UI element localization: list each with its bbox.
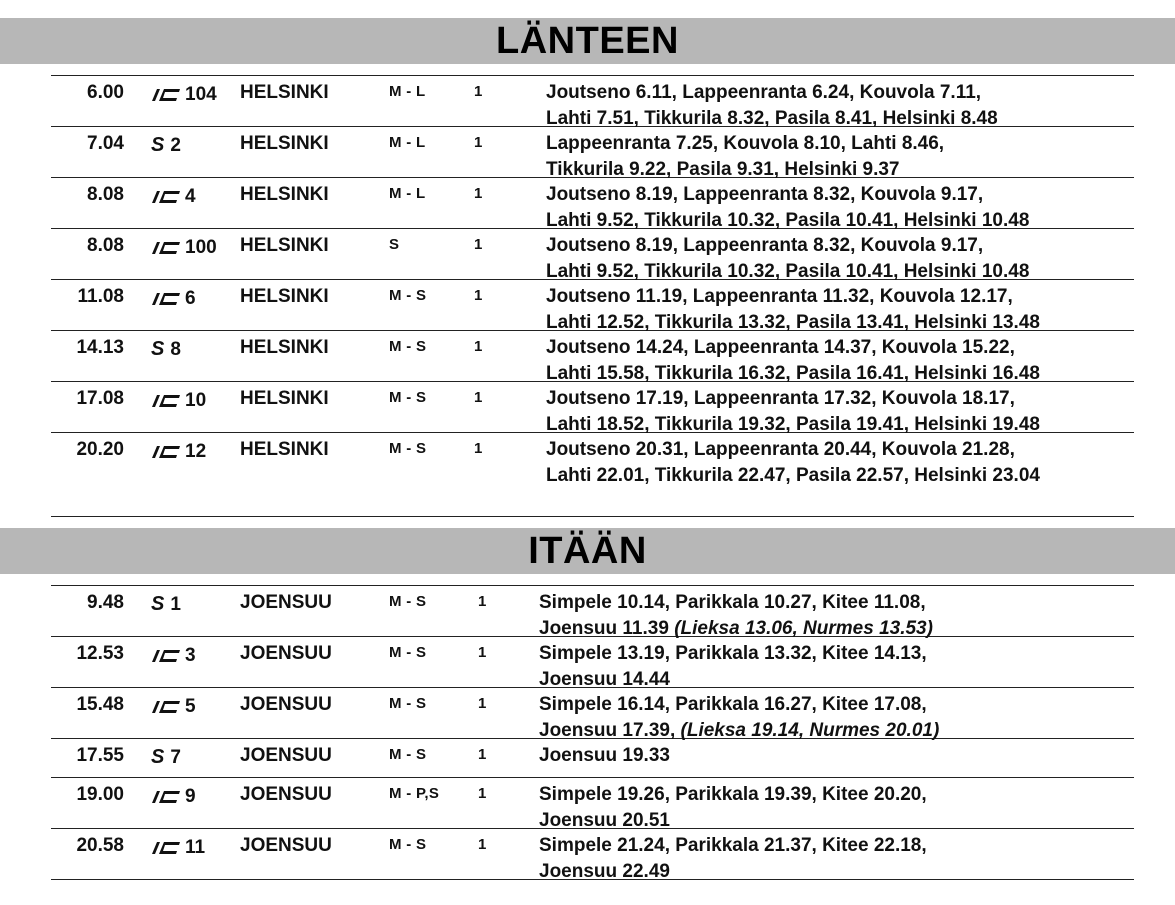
train-id [151, 184, 196, 209]
departure-time: 14.13 [76, 337, 124, 358]
stops-line-1: Simpele 10.14, Parikkala 10.27, Kitee 11.08, [539, 592, 926, 613]
travel-class: 1 [478, 785, 487, 802]
timetable-row [51, 229, 1134, 280]
stops [546, 233, 1136, 285]
stops-line-2: Lahti 9.52, Tikkurila 10.32, Pasila 10.41, Helsinki 10.48 [546, 210, 1030, 231]
train-number: 104 [185, 84, 217, 105]
travel-class: 1 [474, 440, 483, 457]
train-id [151, 286, 196, 311]
stops-line-2: Joensuu 20.51 [539, 810, 670, 831]
train-id [151, 745, 181, 770]
departure-time: 6.00 [87, 82, 124, 103]
train-id [151, 694, 196, 719]
timetable-row [51, 127, 1134, 178]
train-number: 2 [170, 135, 181, 156]
travel-class: 1 [478, 644, 487, 661]
train-id [151, 235, 217, 260]
departure-time: 9.48 [87, 592, 124, 613]
stops-extra: (Lieksa 13.06, Nurmes 13.53) [674, 618, 933, 639]
destination: HELSINKI [240, 286, 329, 307]
stops [546, 182, 1136, 234]
train-id [151, 82, 217, 107]
stops-line-1: Joutseno 8.19, Lappeenranta 8.32, Kouvola 9.17, [546, 235, 984, 256]
stops-line-1: Simpele 13.19, Parikkala 13.32, Kitee 14.13, [539, 643, 927, 664]
operating-days: M - L [389, 134, 426, 151]
travel-class: 1 [474, 83, 483, 100]
travel-class: 1 [474, 389, 483, 406]
intercity-icon [151, 838, 185, 858]
pendolino-s-icon: S [151, 593, 165, 615]
stops-line-2: Joensuu 17.39, [539, 720, 676, 741]
stops-line-2: Lahti 18.52, Tikkurila 19.32, Pasila 19.41, Helsinki 19.48 [546, 414, 1040, 435]
stops-line-1: Lappeenranta 7.25, Kouvola 8.10, Lahti 8.46, [546, 133, 945, 154]
departure-time: 20.58 [76, 835, 124, 856]
stops-line-2: Lahti 15.58, Tikkurila 16.32, Pasila 16.41, Helsinki 16.48 [546, 363, 1040, 384]
operating-days: M - S [389, 593, 427, 610]
stops-line-2: Joensuu 22.49 [539, 861, 670, 882]
train-number: 6 [185, 288, 196, 309]
stops-extra: (Lieksa 19.14, Nurmes 20.01) [680, 720, 940, 741]
east-section-title: ITÄÄN [528, 530, 647, 572]
operating-days: M - S [389, 338, 427, 355]
stops-line-2: Lahti 12.52, Tikkurila 13.32, Pasila 13.41, Helsinki 13.48 [546, 312, 1040, 333]
train-id [151, 835, 205, 860]
train-id [151, 337, 181, 362]
operating-days: M - P,S [389, 785, 440, 802]
train-id [151, 592, 181, 617]
timetable-row [51, 331, 1134, 382]
intercity-icon [151, 646, 185, 666]
intercity-icon [151, 85, 185, 105]
train-number: 1 [170, 594, 181, 615]
travel-class: 1 [474, 338, 483, 355]
stops [539, 782, 1129, 834]
stops [546, 437, 1136, 489]
departure-time: 17.08 [76, 388, 124, 409]
operating-days: M - S [389, 836, 427, 853]
stops-line-1: Joensuu 19.33 [539, 745, 670, 766]
timetable-row [51, 778, 1134, 829]
timetable-row [51, 586, 1134, 637]
stops [546, 335, 1136, 387]
stops-line-2: Lahti 22.01, Tikkurila 22.47, Pasila 22.57, Helsinki 23.04 [546, 465, 1040, 486]
travel-class: 1 [474, 134, 483, 151]
stops-line-1: Joutseno 6.11, Lappeenranta 6.24, Kouvola 7.11, [546, 82, 982, 103]
operating-days: M - L [389, 83, 426, 100]
stops [546, 284, 1136, 336]
travel-class: 1 [474, 185, 483, 202]
destination: HELSINKI [240, 337, 329, 358]
stops [539, 641, 1129, 693]
timetable-row [51, 433, 1134, 517]
operating-days: M - L [389, 185, 426, 202]
travel-class: 1 [478, 836, 487, 853]
destination: HELSINKI [240, 439, 329, 460]
train-id [151, 643, 196, 668]
departure-time: 19.00 [76, 784, 124, 805]
timetable-row [51, 280, 1134, 331]
train-number: 8 [170, 339, 181, 360]
operating-days: M - S [389, 389, 427, 406]
train-id [151, 784, 196, 809]
destination: HELSINKI [240, 388, 329, 409]
destination: JOENSUU [240, 694, 332, 715]
timetable-row [51, 637, 1134, 688]
stops [539, 590, 1129, 642]
train-number: 100 [185, 237, 217, 258]
stops-line-2: Lahti 9.52, Tikkurila 10.32, Pasila 10.41, Helsinki 10.48 [546, 261, 1030, 282]
stops-line-2: Lahti 7.51, Tikkurila 8.32, Pasila 8.41, Helsinki 8.48 [546, 108, 998, 129]
train-number: 10 [185, 390, 207, 411]
destination: JOENSUU [240, 835, 332, 856]
stops-line-1: Joutseno 14.24, Lappeenranta 14.37, Kouvola 15.22, [546, 337, 1015, 358]
intercity-icon [151, 289, 185, 309]
timetable-row [51, 829, 1134, 880]
train-id [151, 133, 181, 158]
departure-time: 8.08 [87, 235, 124, 256]
departure-time: 20.20 [76, 439, 124, 460]
timetable-row [51, 76, 1134, 127]
intercity-icon [151, 391, 185, 411]
intercity-icon [151, 787, 185, 807]
stops-line-1: Joutseno 20.31, Lappeenranta 20.44, Kouvola 21.28, [546, 439, 1015, 460]
destination: HELSINKI [240, 235, 329, 256]
stops-line-1: Simpele 21.24, Parikkala 21.37, Kitee 22.18, [539, 835, 927, 856]
stops [539, 833, 1129, 885]
train-number: 12 [185, 441, 207, 462]
intercity-icon [151, 442, 185, 462]
timetable-row [51, 178, 1134, 229]
departure-time: 15.48 [76, 694, 124, 715]
travel-class: 1 [478, 593, 487, 610]
east-timetable [51, 585, 1134, 880]
stops [546, 131, 1136, 183]
west-section-title: LÄNTEEN [496, 20, 679, 62]
train-number: 7 [170, 747, 181, 768]
operating-days: M - S [389, 287, 427, 304]
stops [546, 386, 1136, 438]
departure-time: 8.08 [87, 184, 124, 205]
pendolino-s-icon: S [151, 746, 165, 768]
stops [539, 743, 1129, 769]
destination: JOENSUU [240, 745, 332, 766]
destination: HELSINKI [240, 184, 329, 205]
timetable-row [51, 688, 1134, 739]
train-id [151, 439, 206, 464]
train-number: 9 [185, 786, 196, 807]
destination: JOENSUU [240, 592, 332, 613]
destination: HELSINKI [240, 82, 329, 103]
train-number: 5 [185, 696, 196, 717]
destination: JOENSUU [240, 784, 332, 805]
east-section-header [0, 528, 1175, 574]
stops-line-1: Joutseno 8.19, Lappeenranta 8.32, Kouvola 9.17, [546, 184, 984, 205]
travel-class: 1 [478, 695, 487, 712]
operating-days: M - S [389, 644, 427, 661]
pendolino-s-icon: S [151, 338, 165, 360]
operating-days: M - S [389, 695, 427, 712]
departure-time: 12.53 [76, 643, 124, 664]
intercity-icon [151, 187, 185, 207]
operating-days: S [389, 236, 400, 253]
stops-line-1: Joutseno 11.19, Lappeenranta 11.32, Kouvola 12.17, [546, 286, 1013, 307]
stops [546, 80, 1136, 132]
destination: JOENSUU [240, 643, 332, 664]
departure-time: 7.04 [87, 133, 124, 154]
west-timetable [51, 75, 1134, 517]
timetable-row [51, 382, 1134, 433]
operating-days: M - S [389, 440, 427, 457]
train-number: 3 [185, 645, 196, 666]
stops-line-2: Joensuu 14.44 [539, 669, 670, 690]
west-section-header [0, 18, 1175, 64]
stops-line-2: Tikkurila 9.22, Pasila 9.31, Helsinki 9.37 [546, 159, 900, 180]
intercity-icon [151, 697, 185, 717]
pendolino-s-icon: S [151, 134, 165, 156]
stops-line-2: Joensuu 11.39 [539, 618, 669, 639]
stops-line-1: Simpele 16.14, Parikkala 16.27, Kitee 17.08, [539, 694, 927, 715]
timetable-row [51, 739, 1134, 778]
departure-time: 17.55 [76, 745, 124, 766]
travel-class: 1 [474, 236, 483, 253]
departure-time: 11.08 [77, 286, 124, 307]
intercity-icon [151, 238, 185, 258]
destination: HELSINKI [240, 133, 329, 154]
travel-class: 1 [478, 746, 487, 763]
train-number: 11 [185, 837, 206, 858]
stops-line-1: Joutseno 17.19, Lappeenranta 17.32, Kouvola 18.17, [546, 388, 1015, 409]
stops-line-1: Simpele 19.26, Parikkala 19.39, Kitee 20.20, [539, 784, 927, 805]
travel-class: 1 [474, 287, 483, 304]
operating-days: M - S [389, 746, 427, 763]
stops [539, 692, 1129, 744]
train-id [151, 388, 206, 413]
train-number: 4 [185, 186, 196, 207]
